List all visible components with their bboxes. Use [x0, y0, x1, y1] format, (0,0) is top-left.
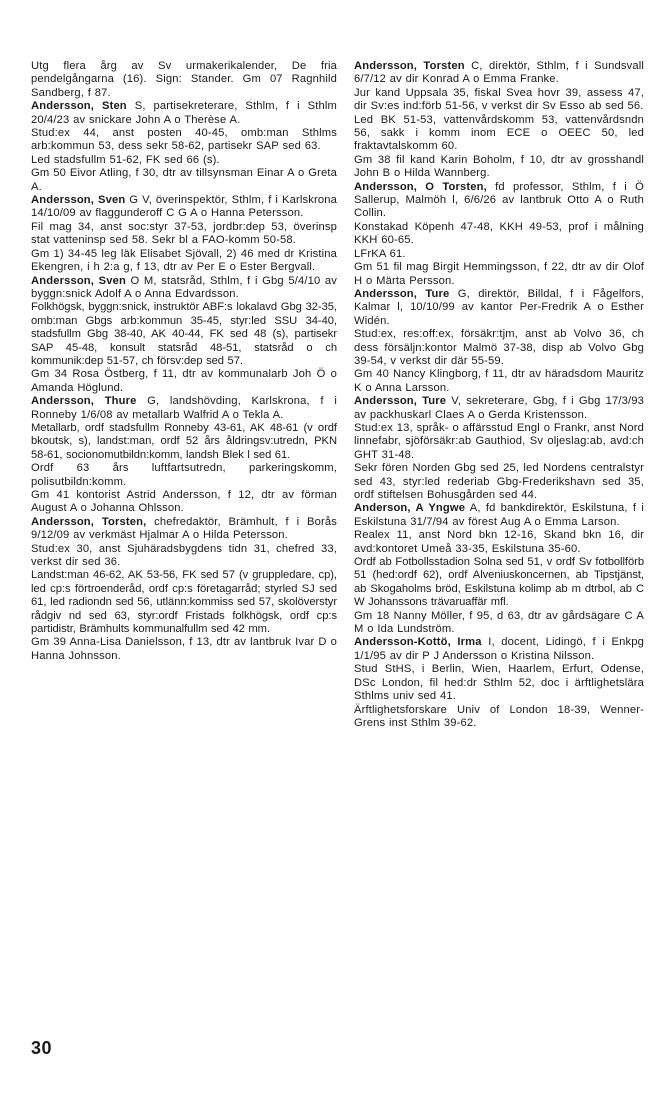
- paragraph-text: Gm 40 Nancy Klingborg, f 11, dtr av häradsdom Mauritz K o Anna Larsson.: [354, 368, 644, 394]
- entry-text: fd professor, Sthlm, f i Ö Sallerup, Malmöh l, 6/6/26 av lantbruk Otto A o Ruth Collin.: [354, 180, 645, 220]
- entry: [31, 516, 337, 543]
- paragraph-text: Stud:ex, res:off:ex, försäkr:tjm, anst ab Volvo 36, ch dess försäljn:kontor Malmö 37-38, disp ab Volvo Gbg 39-54, v verkst dir där 55-59.: [354, 328, 644, 367]
- paragraph: [31, 221, 337, 248]
- entry-text: chefredaktör, Brämhult, f i Borås 9/12/09 av verkmäst Hjalmar A o Hilda Petersson.: [31, 515, 337, 542]
- entry-text: S, partisekreterare, Sthlm, f i Sthlm 20/4/23 av snickare John A o Therèse A.: [31, 100, 337, 126]
- paragraph-text: Stud:ex 13, språk- o affärsstud Engl o Frankr, anst Nord linnefabr, sjöförsäkr:ab Gauthiod, Sv oljeslag:ab, avd:ch GHT 31-48.: [354, 421, 644, 461]
- entry: [354, 636, 644, 663]
- paragraph: [31, 167, 337, 194]
- paragraph: [31, 154, 337, 167]
- paragraph: [31, 543, 337, 570]
- entry-name: Andersson, Sven: [31, 274, 126, 287]
- right-column: [354, 60, 644, 730]
- paragraph-text: Fil mag 34, anst soc:styr 37-53, jordbr:dep 53, överinsp stat vatteninsp sed 58. Sekr bl a FAO-komm 50-58.: [31, 220, 337, 247]
- paragraph-text: Gm 38 fil kand Karin Boholm, f 10, dtr av grosshandl John B o Hilda Wannberg.: [354, 153, 644, 180]
- paragraph-text: Stud:ex 30, anst Sjuhäradsbygdens tidn 31, chefred 33, verkst dir sed 36.: [31, 542, 337, 569]
- entry-name: Andersson, Sten: [31, 100, 127, 113]
- entry-text: A, fd bankdirektör, Eskilstuna, f i Eskilstuna 31/7/94 av förest Aug A o Emma Larson.: [354, 502, 645, 528]
- entry-name: Andersson, Ture: [354, 395, 447, 408]
- paragraph: [354, 261, 644, 288]
- entry-text: I, docent, Lidingö, f i Enkpg 1/1/95 av dir P J Andersson o Kristina Nilsson.: [354, 636, 644, 662]
- paragraph-text: Utg flera årg av Sv urmakerikalender, De fria pendelgångarna (16). Sign: Stander. Gm 07 Ragnhild Sandberg, f 87.: [31, 60, 337, 99]
- paragraph: [31, 462, 337, 489]
- paragraph: [31, 301, 337, 368]
- paragraph-text: Gm 39 Anna-Lisa Danielsson, f 13, dtr av lantbruk Ivar D o Hanna Johnsson.: [31, 636, 337, 662]
- entry-name: Andersson, Ture: [354, 287, 450, 300]
- paragraph: [354, 154, 644, 181]
- paragraph: [354, 328, 644, 368]
- paragraph-text: Ordf ab Fotbollsstadion Solna sed 51, v ordf Sv fotbollförb 51 (hed:ordf 62), ordf Alveniuskoncernen, ab Tipstjänst, ab Skogaholms bröd, Eskilstuna kolimp ab m dtrbol, ab C W Johanssons trävaruaffär mfl.: [354, 556, 644, 609]
- paragraph-text: Stud:ex 44, anst posten 40-45, omb:man Sthlms arb:kommun 53, dess sekr 58-62, partisekr SAP sed 63.: [31, 127, 337, 153]
- entry-text: O M, statsråd, Sthlm, f i Gbg 5/4/10 av byggn:snick Adolf A o Anna Edvardsson.: [31, 274, 338, 300]
- paragraph-text: Landst:man 46-62, AK 53-56, FK sed 57 (v gruppledare, cp), led cp:s förtroenderåd, ordf cp:s företagarråd; styrled SJ sed 61, led radiondn sed 56, utlänn:kommiss sed 57, skolöverstyr rådgiv nd sed 63, styr:ordf Fristads folkhögsk, ordf cp:s partidistr, Brämhults kommunalfullm sed 42 mm.: [31, 569, 337, 636]
- entry-name: Andersson-Kottö, Irma: [354, 636, 482, 649]
- entry: [31, 275, 337, 302]
- entry-text: G, landshövding, Karlskrona, f i Ronneby 1/6/08 av metallarb Walfrid A o Tekla A.: [31, 395, 337, 421]
- paragraph: [31, 60, 337, 100]
- entry: [354, 502, 644, 529]
- paragraph: [354, 422, 644, 462]
- entry-text: G V, överinspektör, Sthlm, f i Karlskrona 14/10/09 av flaggunderoff C G A o Hanna Petersson.: [31, 194, 337, 220]
- paragraph-text: Gm 1) 34-45 leg läk Elisabet Sjövall, 2) 46 med dr Kristina Ekengren, i h 2:a g, f 13, dtr av Per E o Ester Bergvall.: [31, 247, 337, 274]
- paragraph-text: Realex 11, anst Nord bkn 12-16, Skand bkn 16, dir avd:kontoret Umeå 33-35, Eskilstuna 35-60.: [354, 529, 644, 555]
- left-column: [31, 60, 337, 663]
- paragraph-text: Konstakad Köpenh 47-48, KKH 49-53, prof i målning KKH 60-65.: [354, 220, 644, 247]
- page-number: 30: [31, 1038, 53, 1058]
- entry: [31, 100, 337, 127]
- entry: [354, 288, 644, 328]
- paragraph-text: Gm 50 Eivor Atling, f 30, dtr av tillsynsman Einar A o Greta A.: [31, 167, 337, 193]
- paragraph-text: Jur kand Uppsala 35, fiskal Svea hovr 39, assess 47, dir Sv:es ind:förb 51-56, v verkst dir Sv Esso ab sed 56.: [354, 86, 644, 113]
- paragraph: [31, 569, 337, 636]
- paragraph-text: Led BK 51-53, vattenvårdskomm 53, vattenvårdsndn 56, sakk i komm inom ECE o OEEC 50, led fraktavtalskomm 60.: [354, 113, 644, 153]
- entry: [31, 395, 337, 422]
- entry: [354, 181, 644, 221]
- paragraph: [354, 114, 644, 154]
- paragraph: [31, 636, 337, 663]
- paragraph-text: Ärftlighetsforskare Univ of London 18-39, Wenner-Grens inst Sthlm 39-62.: [354, 703, 644, 729]
- entry: [31, 194, 337, 221]
- paragraph-text: Gm 51 fil mag Birgit Hemmingsson, f 22, dtr av dir Olof H o Märta Persson.: [354, 261, 644, 287]
- entry-text: G, direktör, Billdal, f i Fågelfors, Kalmar l, 10/10/99 av kantor Per-Fredrik A o Esther Widén.: [354, 287, 644, 327]
- paragraph: [31, 248, 337, 275]
- paragraph-text: LFrKA 61.: [354, 247, 406, 260]
- entry-name: Andersson, Thure: [31, 395, 137, 408]
- paragraph-text: Gm 18 Nanny Möller, f 95, d 63, dtr av gårdsägare C A M o Ida Lundström.: [354, 609, 644, 636]
- entry-name: Andersson, Torsten,: [31, 515, 147, 528]
- paragraph: [354, 368, 644, 395]
- paragraph: [354, 663, 644, 703]
- paragraph-text: Gm 41 kontorist Astrid Andersson, f 12, dtr av förman August A o Johanna Ohlsson.: [31, 489, 337, 515]
- paragraph: [354, 221, 644, 248]
- paragraph-text: Led stadsfullm 51-62, FK sed 66 (s).: [31, 153, 220, 166]
- paragraph: [354, 248, 644, 261]
- paragraph: [31, 127, 337, 154]
- entry-text: V, sekreterare, Gbg, f i Gbg 17/3/93 av packhuskarl Claes A o Gerda Kristensson.: [354, 395, 644, 421]
- paragraph: [354, 704, 644, 731]
- entry: [354, 395, 644, 422]
- entry: [354, 60, 644, 87]
- paragraph: [354, 556, 644, 610]
- entry-text: C, direktör, Sthlm, f i Sundsvall 6/7/12 av dir Konrad A o Emma Franke.: [354, 60, 645, 86]
- paragraph: [354, 610, 644, 637]
- paragraph: [31, 489, 337, 516]
- entry-name: Andersson, Torsten: [354, 60, 465, 72]
- entry-name: Anderson, A Yngwe: [354, 502, 466, 515]
- paragraph-text: Stud StHS, i Berlin, Wien, Haarlem, Erfurt, Odense, DSc London, fil hed:dr Sthlm 52, doc i ärftlighetslära Sthlms univ sed 41.: [354, 663, 644, 703]
- paragraph-text: Metallarb, ordf stadsfullm Ronneby 43-61, AK 48-61 (v ordf bkoutsk, s), landst:man, ordf 52 års åldringsv:utredn, PKN 58-61, socionomutbildn:komm, landsh Blek l sed 61.: [31, 421, 337, 461]
- paragraph-text: Gm 34 Rosa Östberg, f 11, dtr av kommunalarb Joh Ö o Amanda Höglund.: [31, 368, 337, 394]
- paragraph: [354, 462, 644, 502]
- paragraph-text: Folkhögsk, byggn:snick, instruktör ABF:s lokalavd Gbg 32-35, omb:man Gbgs arb:kommun 35-45, styr:led SSU 34-40, stadsfullm Gbg 38-40, AK 40-44, FK sed 48 (s), partisekr SAP 45-48, konsult statsråd 48-51, statsråd o ch kommunik:dep 51-57, ch försv:dep sed 57.: [31, 301, 337, 367]
- paragraph: [31, 422, 337, 462]
- entry-name: Andersson, O Torsten,: [354, 180, 487, 193]
- paragraph: [354, 529, 644, 556]
- paragraph-text: Sekr fören Norden Gbg sed 25, led Nordens centralstyr sed 43, styr:led rederiab Gbg-Frederikshavn sed 35, ordf stiftelsen Bohusgården sed 44.: [354, 462, 644, 501]
- paragraph: [354, 87, 644, 114]
- paragraph-text: Ordf 63 års luftfartsutredn, parkeringskomm, polisutbildn:komm.: [31, 462, 337, 488]
- entry-name: Andersson, Sven: [31, 194, 126, 207]
- paragraph: [31, 368, 337, 395]
